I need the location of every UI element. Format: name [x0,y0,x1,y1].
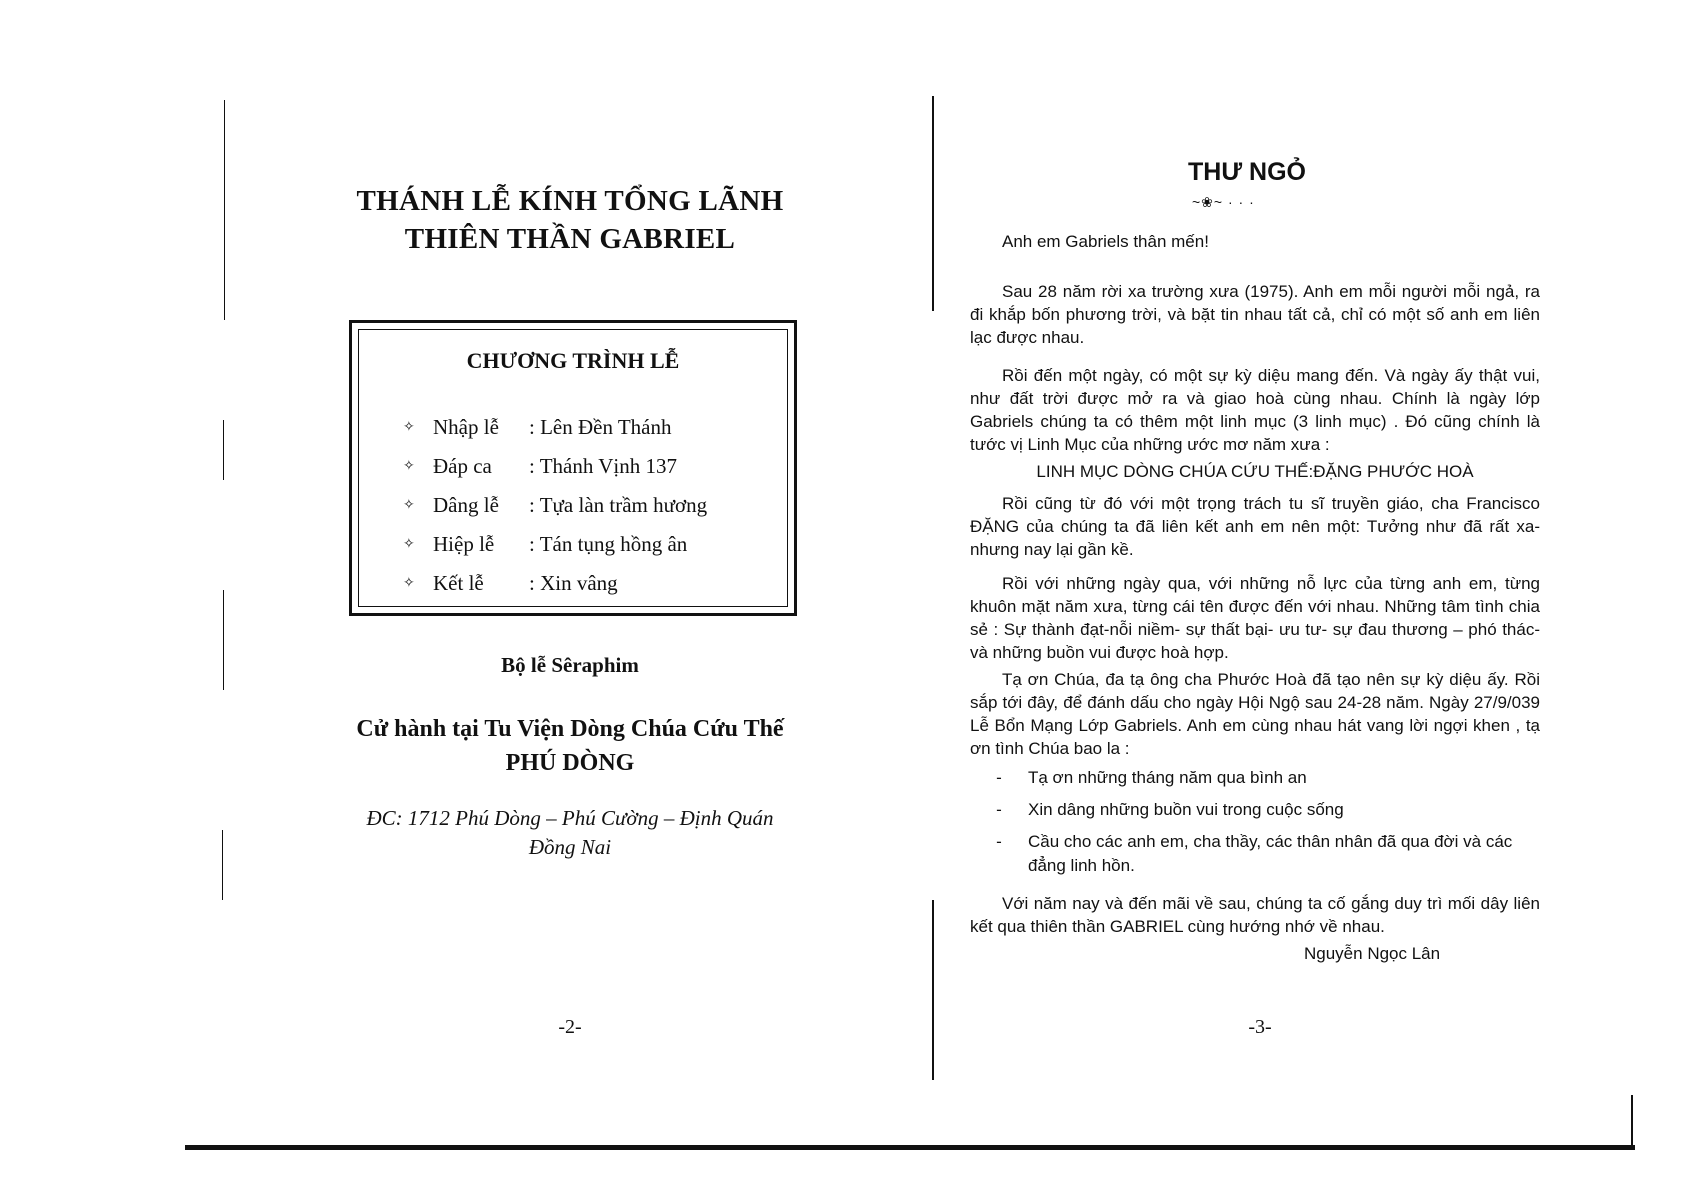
program-item [403,408,707,447]
program-box [349,320,797,616]
address-line-2: Đồng Nai [528,835,612,859]
program-part: Đáp ca [433,454,492,478]
bottom-scan-rule [185,1145,1635,1150]
program-part: Hiệp lễ [433,532,495,556]
paragraph-1: Sau 28 năm rời xa trường xưa (1975). Anh em mỗi người mỗi ngả, ra đi khắp bốn phương trời, và bặt tin nhau tất cả, chỉ có một số anh em liên lạc được nhau. [970,282,1540,347]
program-part: Kết lễ [433,571,484,595]
title-line-1: THÁNH LỄ KÍNH TỔNG LÃNH [356,185,784,217]
diamond-bullet-icon: ✧ [403,459,415,474]
program-part: Dâng lễ [433,493,499,517]
page-title [220,182,920,258]
diamond-bullet-icon: ✧ [403,420,415,435]
center-fold-line [932,900,934,1080]
venue-line-2: PHÚ DÒNG [505,750,635,776]
letter-title: THƯ NGỎ [1188,158,1306,186]
right-page [940,0,1620,1120]
program-list [403,408,707,603]
program-part: Nhập lễ [433,415,499,439]
diamond-bullet-icon: ✧ [403,498,415,513]
diamond-bullet-icon: ✧ [403,537,415,552]
list-item-text: Tạ ơn những tháng năm qua bình an [1028,768,1307,787]
right-edge-scan-mark [1631,1095,1633,1147]
page-number: -3- [1248,1016,1272,1038]
list-marker: - [996,800,1002,819]
center-fold-line [932,96,934,311]
venue-line-1: Cử hành tại Tu Viện Dòng Chúa Cứu Thế [356,716,784,742]
list-item [970,830,1540,878]
title-ornament-icon: ~❀~ · · · [1192,194,1255,210]
list-item [970,766,1540,790]
list-item [970,798,1540,822]
program-item [403,564,707,603]
paragraph-3: Rồi cũng từ đó với một trọng trách tu sĩ truyền giáo, cha Francisco ĐẶNG của chúng ta đã liên kết anh em nên một: Tưởng như đã rất xa- nhưng nay lại gần kề. [970,494,1540,559]
greeting: Anh em Gabriels thân mến! [1002,232,1209,251]
paragraph-5: Tạ ơn Chúa, đa tạ ông cha Phước Hoà đã tạo nên sự kỳ diệu ấy. Rồi sắp tới đây, để đánh dấu cho ngày Hội Ngộ sau 24-28 năm. Ngày 27/9/039 Lễ Bổn Mạng Lớp Gabriels. Anh em cùng nhau hát vang lời ngợi khen , tạ ơn tình Chúa bao la : [970,670,1540,758]
list-marker: - [996,768,1002,787]
program-box-inner-border [358,329,788,607]
diamond-bullet-icon: ✧ [403,576,415,591]
list-item-text: Cầu cho các anh em, cha thầy, các thân nhân đã qua đời và các đẳng linh hồn. [1028,832,1513,875]
program-item [403,447,707,486]
page-number: -2- [558,1016,582,1038]
program-item [403,486,707,525]
highlighted-line: LINH MỤC DÒNG CHÚA CỨU THẾ:ĐẶNG PHƯỚC HOÀ [1036,462,1474,481]
paragraph-6: Với năm nay và đến mãi về sau, chúng ta cố gắng duy trì mối dây liên kết qua thiên thần GABRIEL cùng hướng nhớ về nhau. [970,894,1540,936]
address-line-1: ĐC: 1712 Phú Dòng – Phú Cường – Định Quán [366,806,774,830]
paragraph-4: Rồi với những ngày qua, với những nỗ lực của từng anh em, từng khuôn mặt năm xưa, từng cái tên được đến với nhau. Những tâm tình chia sẻ : Sự thành đạt-nỗi niềm- sự thất bại- ưu tư- sự đau thương – phó thác- và những buồn vui được hoà hợp. [970,574,1540,662]
program-song: : Xin vâng [529,571,618,595]
program-item [403,525,707,564]
title-line-2: THIÊN THẦN GABRIEL [404,223,736,255]
choir-name: Bộ lễ Sêraphim [501,653,639,677]
list-marker: - [996,832,1002,851]
program-song: : Thánh Vịnh 137 [529,454,677,478]
program-song: : Lên Đền Thánh [529,415,672,439]
left-page [220,0,920,1120]
paragraph-2: Rồi đến một ngày, có một sự kỳ diệu mang đến. Và ngày ấy thật vui, như đất trời được mở ra và giao hoà cùng nhau. Chính là ngày lớp Gabriels chúng ta có thêm một linh mục (3 linh mục) . Đó cũng chính là tước vị Linh Mục của những ước mơ năm xưa : [970,366,1540,454]
venue [220,712,920,780]
program-song: : Tán tụng hồng ân [529,532,688,556]
address [220,804,920,862]
program-song: : Tựa làn trầm hương [529,493,708,517]
list-item-text: Xin dâng những buồn vui trong cuộc sống [1028,800,1344,819]
signature: Nguyễn Ngọc Lân [1304,944,1441,963]
thanksgiving-list [970,766,1540,886]
program-heading: CHƯƠNG TRÌNH LỄ [466,348,680,373]
